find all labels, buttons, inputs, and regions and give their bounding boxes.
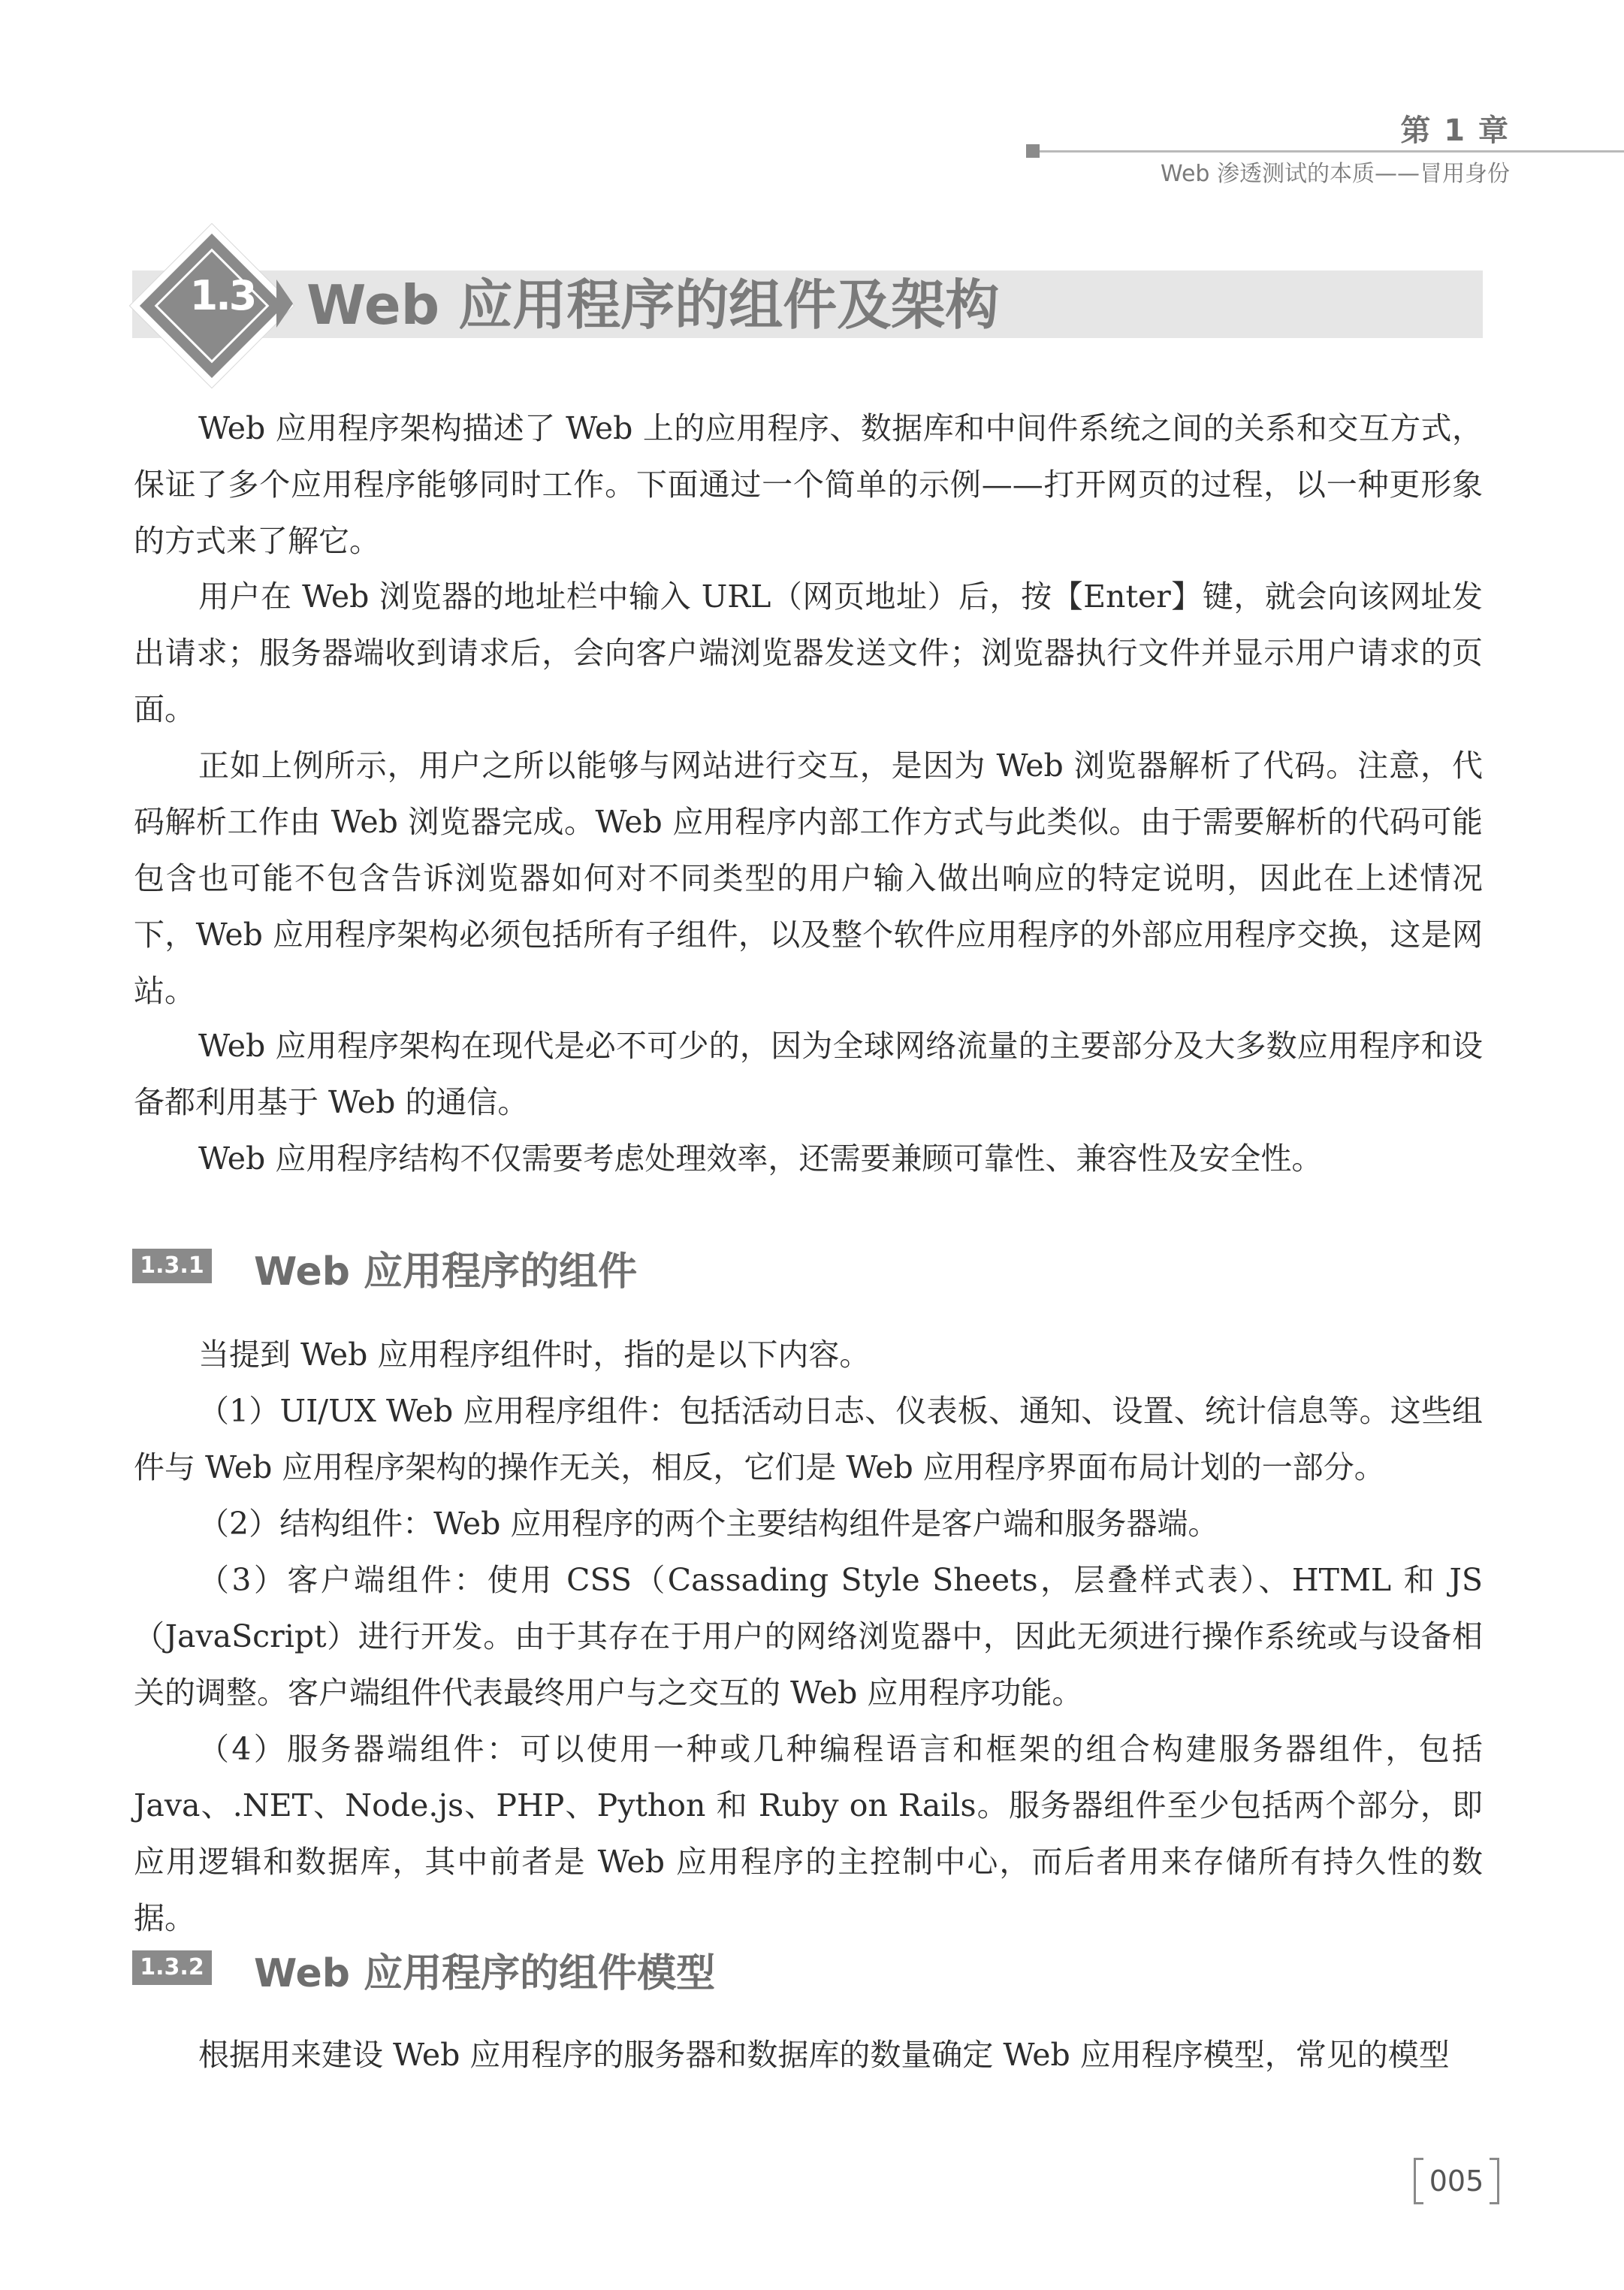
- body-paragraph: （2）结构组件：Web 应用程序的两个主要结构组件是客户端和服务器端。: [198, 1506, 1219, 1542]
- subsection-title: Web 应用程序的组件模型: [254, 1951, 716, 1996]
- body-paragraph: （1）UI/UX Web 应用程序组件：包括活动日志、仪表板、通知、设置、统计信息等。这些组件与 Web 应用程序架构的操作无关，相反，它们是 Web 应用程序界面布局计划的一部分。: [134, 1393, 1483, 1485]
- body-paragraph: 当提到 Web 应用程序组件时，指的是以下内容。: [198, 1337, 871, 1373]
- body-paragraph: 用户在 Web 浏览器的地址栏中输入 URL（网页地址）后，按【Enter】键，就会向该网址发出请求；服务器端收到请求后，会向客户端浏览器发送文件；浏览器执行文件并显示用户请求的页面。: [134, 579, 1483, 727]
- section-heading-arrow: [276, 279, 293, 328]
- page-number: 005: [1414, 2158, 1499, 2204]
- body-paragraph: （3）客户端组件：使用 CSS（Cassading Style Sheets，层叠样式表）、HTML 和 JS（JavaScript）进行开发。由于其存在于用户的网络浏览器中，因此无须进行操作系统或与设备相关的调整。客户端组件代表最终用户与之交互的 Web 应用程序功能。: [134, 1562, 1483, 1711]
- subsection-number-badge: 1.3.1: [132, 1249, 212, 1283]
- body-paragraph: Web 应用程序结构不仅需要考虑处理效率，还需要兼顾可靠性、兼容性及安全性。: [198, 1140, 1323, 1177]
- body-paragraph: Web 应用程序架构在现代是必不可少的，因为全球网络流量的主要部分及大多数应用程序和设备都利用基于 Web 的通信。: [134, 1028, 1483, 1120]
- header-rule: [1032, 150, 1624, 153]
- body-paragraph: 根据用来建设 Web 应用程序的服务器和数据库的数量确定 Web 应用程序模型，常见的模型: [198, 2037, 1450, 2073]
- body-paragraph: （4）服务器端组件：可以使用一种或几种编程语言和框架的组合构建服务器组件，包括 Java、.NET、Node.js、PHP、Python 和 Ruby on Rails。服务器组件至少包括两个部分，即应用逻辑和数据库，其中前者是 Web 应用程序的主控制中心，而后者用来存储所有持久性的数据。: [134, 1731, 1483, 1936]
- body-paragraph: Web 应用程序架构描述了 Web 上的应用程序、数据库和中间件系统之间的关系和交互方式，保证了多个应用程序能够同时工作。下面通过一个简单的示例——打开网页的过程，以一种更形象的方式来了解它。: [134, 410, 1483, 559]
- subsection-number-badge: 1.3.2: [132, 1950, 212, 1985]
- header-square-marker: [1026, 144, 1040, 158]
- running-header-subtitle: Web 渗透测试的本质——冒用身份: [1161, 161, 1510, 187]
- section-number: 1.3: [189, 272, 255, 319]
- subsection-title: Web 应用程序的组件: [254, 1249, 638, 1295]
- body-paragraph: 正如上例所示，用户之所以能够与网站进行交互，是因为 Web 浏览器解析了代码。注意，代码解析工作由 Web 浏览器完成。Web 应用程序内部工作方式与此类似。由于需要解析的代码可能包含也可能不包含告诉浏览器如何对不同类型的用户输入做出响应的特定说明，因此在上述情况下，Web 应用程序架构必须包括所有子组件，以及整个软件应用程序的外部应用程序交换，这是网站。: [134, 748, 1483, 1009]
- running-header-chapter: 第 1 章: [1400, 113, 1510, 148]
- section-title: Web 应用程序的组件及架构: [306, 273, 1000, 337]
